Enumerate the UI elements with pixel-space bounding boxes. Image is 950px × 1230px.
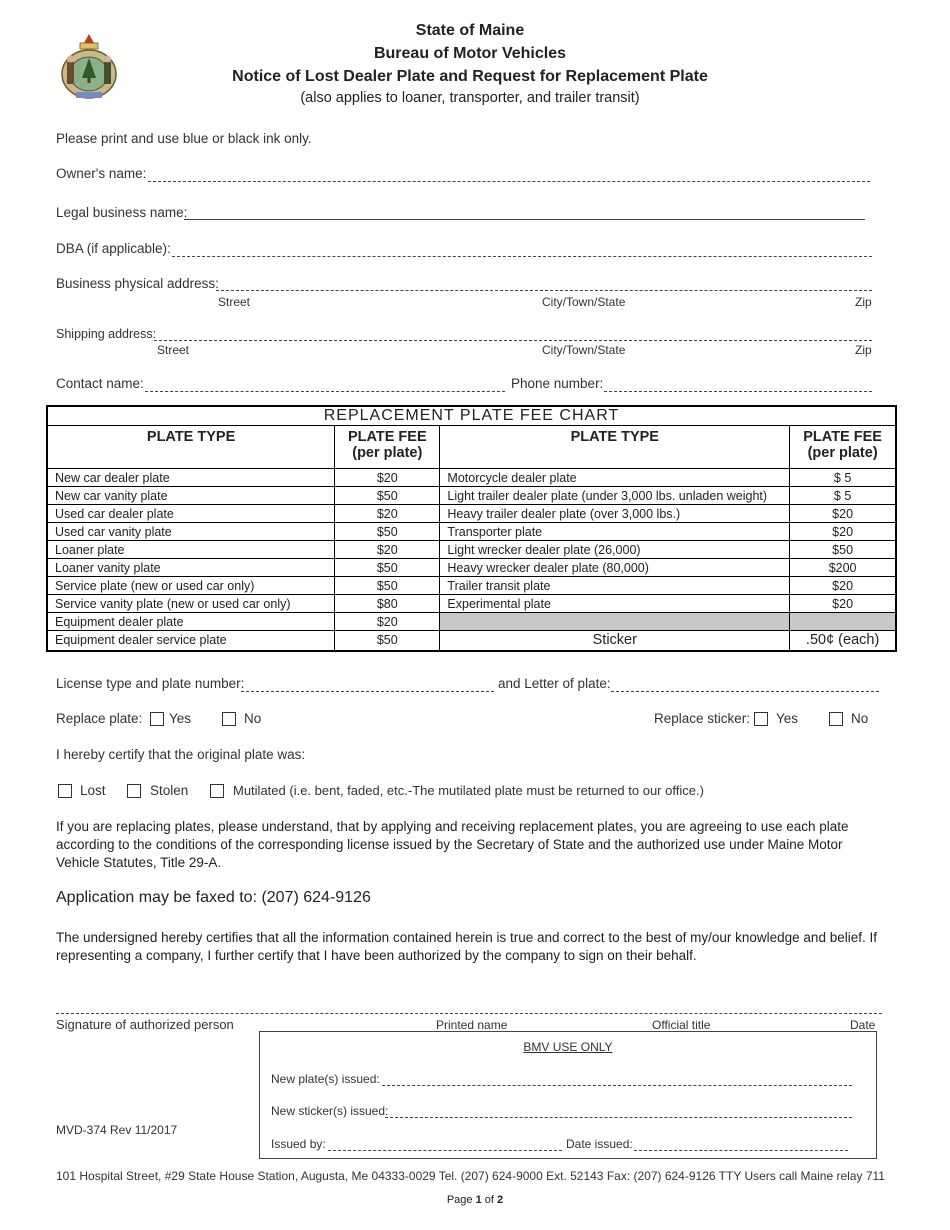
new-plates-field[interactable] xyxy=(382,1085,852,1086)
business-city-caption: City/Town/State xyxy=(542,295,626,309)
agreement-paragraph: If you are replacing plates, please understand, that by applying and receiving replacement plates, you are agreeing to use each plate according to the conditions of the corresponding license issued by the Secretary of State and the authorized use under Maine Motor Vehicle Statutes, Title 29-A. xyxy=(56,819,849,870)
table-row: Used car dealer plate $20 Heavy trailer dealer plate (over 3,000 lbs.) $20 xyxy=(47,505,896,523)
replace-plate-yes-label: Yes xyxy=(169,711,192,726)
replace-plate-no-checkbox[interactable] xyxy=(222,712,236,726)
official-title-label: Official title xyxy=(652,1018,711,1032)
letter-of-plate-field[interactable] xyxy=(611,691,879,692)
header-bureau: Bureau of Motor Vehicles xyxy=(373,45,567,62)
table-row: Loaner vanity plate $50 Heavy wrecker dealer plate (80,000) $200 xyxy=(47,559,896,577)
replace-plate-no-label: No xyxy=(244,711,262,726)
shipping-zip-caption: Zip xyxy=(855,343,872,357)
replace-sticker-no-label: No xyxy=(851,711,869,726)
shipping-city-caption: City/Town/State xyxy=(542,343,626,357)
dba-label: DBA (if applicable): xyxy=(56,241,171,256)
header-state: State of Maine xyxy=(415,22,525,39)
certify-intro: I hereby certify that the original plate was: xyxy=(56,747,306,762)
replace-plate-label: Replace plate: xyxy=(56,711,143,726)
replace-sticker-no-checkbox[interactable] xyxy=(829,712,843,726)
stolen-checkbox[interactable] xyxy=(127,784,141,798)
table-row: Equipment dealer service plate $50 Sticker .50¢ (each) xyxy=(47,631,896,651)
contact-name-field[interactable] xyxy=(145,391,505,392)
ink-instructions: Please print and use blue or black ink only. xyxy=(56,131,312,146)
issued-by-field[interactable] xyxy=(328,1150,562,1151)
new-stickers-field[interactable] xyxy=(385,1117,852,1118)
sticker-fee: .50¢ (each) xyxy=(790,631,896,651)
form-number: MVD-374 Rev 11/2017 xyxy=(56,1123,178,1137)
contact-name-label: Contact name: xyxy=(56,376,144,391)
legal-business-name-label: Legal business name: xyxy=(56,205,188,220)
col-plate-fee-right: PLATE FEE (per plate) xyxy=(790,426,896,469)
col-plate-type-right: PLATE TYPE xyxy=(440,426,790,469)
replace-sticker-yes-label: Yes xyxy=(776,711,799,726)
shipping-address-label: Shipping address: xyxy=(56,327,157,341)
fax-notice: Application may be faxed to: (207) 624-9126 xyxy=(56,889,371,906)
page-number: Page 1 of 2 xyxy=(446,1194,504,1206)
state-seal-image xyxy=(58,28,120,102)
signature-field[interactable] xyxy=(56,1013,882,1014)
bmv-use-only-title: BMV USE ONLY xyxy=(523,1040,613,1054)
new-stickers-label: New sticker(s) issued: xyxy=(271,1104,389,1118)
mutilated-label: Mutilated (i.e. bent, faded, etc.-The mutilated plate must be returned to our office.) xyxy=(233,783,704,798)
fee-chart-table xyxy=(46,405,897,652)
col-plate-fee-left: PLATE FEE (per plate) xyxy=(335,426,440,469)
table-row: New car dealer plate $20 Motorcycle dealer plate $ 5 xyxy=(47,469,896,487)
printed-name-label: Printed name xyxy=(436,1018,508,1032)
bmv-use-only-box xyxy=(259,1031,877,1159)
table-row: New car vanity plate $50 Light trailer dealer plate (under 3,000 lbs. unladen weight) $ 5 xyxy=(47,487,896,505)
phone-number-field[interactable] xyxy=(604,391,872,392)
form-title: Notice of Lost Dealer Plate and Request for Replacement Plate xyxy=(232,68,708,85)
dba-field[interactable] xyxy=(172,256,872,257)
signature-label: Signature of authorized person xyxy=(56,1017,234,1032)
replace-plate-yes-checkbox[interactable] xyxy=(150,712,164,726)
phone-number-label: Phone number: xyxy=(511,376,604,391)
business-zip-caption: Zip xyxy=(855,295,872,309)
fee-chart-title: REPLACEMENT PLATE FEE CHART xyxy=(47,406,896,426)
replace-sticker-label: Replace sticker: xyxy=(654,711,751,726)
date-label: Date xyxy=(850,1018,876,1032)
business-street-caption: Street xyxy=(218,295,251,309)
date-issued-field[interactable] xyxy=(634,1150,848,1151)
replace-sticker-yes-checkbox[interactable] xyxy=(754,712,768,726)
table-row: Service plate (new or used car only) $50 Trailer transit plate $20 xyxy=(47,577,896,595)
table-row: Loaner plate $20 Light wrecker dealer plate (26,000) $50 xyxy=(47,541,896,559)
mutilated-checkbox[interactable] xyxy=(210,784,224,798)
new-plates-label: New plate(s) issued: xyxy=(271,1072,380,1086)
shipping-street-caption: Street xyxy=(157,343,190,357)
date-issued-label: Date issued: xyxy=(566,1137,633,1151)
footer-address: 101 Hospital Street, #29 State House Station, Augusta, Me 04333-0029 Tel. (207) 624-9000 Ext. 52143 Fax: (207) 624-9126 TTY Users call Maine relay 711 xyxy=(56,1169,885,1183)
legal-business-name-field[interactable] xyxy=(184,219,865,220)
table-row: Used car vanity plate $50 Transporter plate $20 xyxy=(47,523,896,541)
shipping-address-field[interactable] xyxy=(154,340,872,341)
declaration-paragraph: The undersigned hereby certifies that all the information contained herein is true and correct to the best of my/our knowledge and belief. If representing a company, I further certify that I have been authorized by the company to sign on their behalf. xyxy=(56,930,877,963)
owner-name-field[interactable] xyxy=(148,181,870,182)
lost-checkbox[interactable] xyxy=(58,784,72,798)
license-type-label: License type and plate number: xyxy=(56,676,245,691)
license-type-field[interactable] xyxy=(241,691,494,692)
table-row: Equipment dealer plate $20 xyxy=(47,613,896,631)
col-plate-type-left: PLATE TYPE xyxy=(47,426,335,469)
business-address-field[interactable] xyxy=(216,290,872,291)
sticker-label: Sticker xyxy=(440,631,790,651)
form-subtitle: (also applies to loaner, transporter, and trailer transit) xyxy=(300,90,640,106)
stolen-label: Stolen xyxy=(150,783,189,798)
owner-name-label: Owner's name: xyxy=(56,166,147,181)
letter-of-plate-label: and Letter of plate: xyxy=(498,676,611,691)
business-address-label: Business physical address: xyxy=(56,276,219,291)
issued-by-label: Issued by: xyxy=(271,1137,326,1151)
lost-label: Lost xyxy=(80,783,106,798)
table-row: Service vanity plate (new or used car only) $80 Experimental plate $20 xyxy=(47,595,896,613)
